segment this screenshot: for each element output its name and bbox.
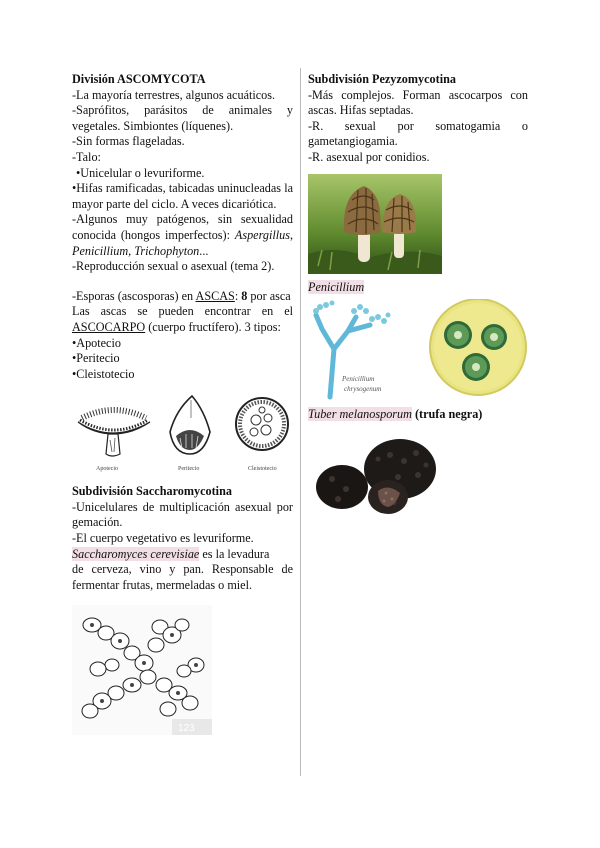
left-column xyxy=(72,72,293,735)
tipo-apotecio: •Apotecio xyxy=(72,335,121,350)
esporas-line-2: Las ascas se pueden encontrar en el ASCOCARPO (cuerpo fructífero). 3 tipos: xyxy=(72,304,293,334)
truffle-photo xyxy=(308,429,442,515)
morel-photo xyxy=(308,174,442,274)
conidiophore-illustration xyxy=(313,301,391,398)
yeast-figure xyxy=(72,605,212,735)
penicillium-label: Penicillium xyxy=(308,279,365,294)
pezizomycotina-title: Subdivisión Pezyzomycotina xyxy=(308,72,456,86)
pen-caption-2: chrysogenum xyxy=(344,385,382,394)
fig-label-peritecio: Peritecio xyxy=(178,466,200,473)
apotecio-illustration xyxy=(78,410,150,456)
saccharo-line-4: de cerveza, vino y pan. Responsable de fermentar frutas, mermeladas o miel. xyxy=(72,562,293,592)
pezizo-line-2: -R. sexual por somatogamia o gametangiogamia. xyxy=(308,118,528,149)
ascomycota-line-2: -Saprófitos, parásitos de animales y vegetales. Simbiontes (líquenes). xyxy=(72,103,293,133)
esporas-line-1: -Esporas (ascosporas) en ASCAS: 8 por asca xyxy=(72,288,291,303)
saccharo-line-3: Saccharomyces cerevisiae es la levadura xyxy=(72,546,270,561)
penicillium-figure xyxy=(308,299,528,401)
ascomycota-line-7: -Algunos muy patógenos, sin sexualidad conocida (hongos imperfectos): Aspergillus, Penicillium, Trichophyton... xyxy=(72,212,293,258)
tipo-cleistotecio: •Cleistotecio xyxy=(72,366,135,381)
petri-dish-illustration xyxy=(430,299,526,395)
pen-caption-1: Penicillium xyxy=(342,375,375,384)
saccharo-line-2: -El cuerpo vegetativo es levuriforme. xyxy=(72,531,254,546)
pezizo-line-3: -R. asexual por conidios. xyxy=(308,149,430,164)
ascomycota-title: División ASCOMYCOTA xyxy=(72,72,206,86)
peritecio-illustration xyxy=(170,396,210,454)
ascomycota-line-3: -Sin formas flageladas. xyxy=(72,134,185,149)
cleistotecio-illustration xyxy=(236,398,288,450)
ascomycota-line-6: •Hifas ramificadas, tabicadas uninucleadas la mayor parte del ciclo. A veces dicariótica. xyxy=(72,181,293,211)
ascomycota-line-8: -Reproducción sexual o asexual (tema 2). xyxy=(72,259,275,274)
right-column xyxy=(308,72,528,515)
tuber-title: Tuber melanosporum (trufa negra) xyxy=(308,407,483,422)
fig-label-apotecio: Apotecio xyxy=(96,466,118,473)
watermark: 123 xyxy=(178,723,195,735)
ascomycota-line-4: -Talo: xyxy=(72,149,101,164)
column-divider xyxy=(300,68,301,776)
fig-label-cleistotecio: Cleistotecio xyxy=(248,466,277,473)
pezizo-line-1: -Más complejos. Forman ascocarpos con ascas. Hifas septadas. xyxy=(308,87,528,118)
ascomycota-line-1: -La mayoría terrestres, algunos acuáticos. xyxy=(72,87,276,102)
saccharomycotina-title: Subdivisión Saccharomycotina xyxy=(72,484,232,499)
tipo-peritecio: •Peritecio xyxy=(72,351,120,366)
ascomycota-line-5: •Unicelular o levuriforme. xyxy=(76,165,205,180)
ascocarp-types-figure xyxy=(72,392,293,474)
saccharo-line-1: -Unicelulares de multiplicación asexual por gemación. xyxy=(72,499,293,530)
